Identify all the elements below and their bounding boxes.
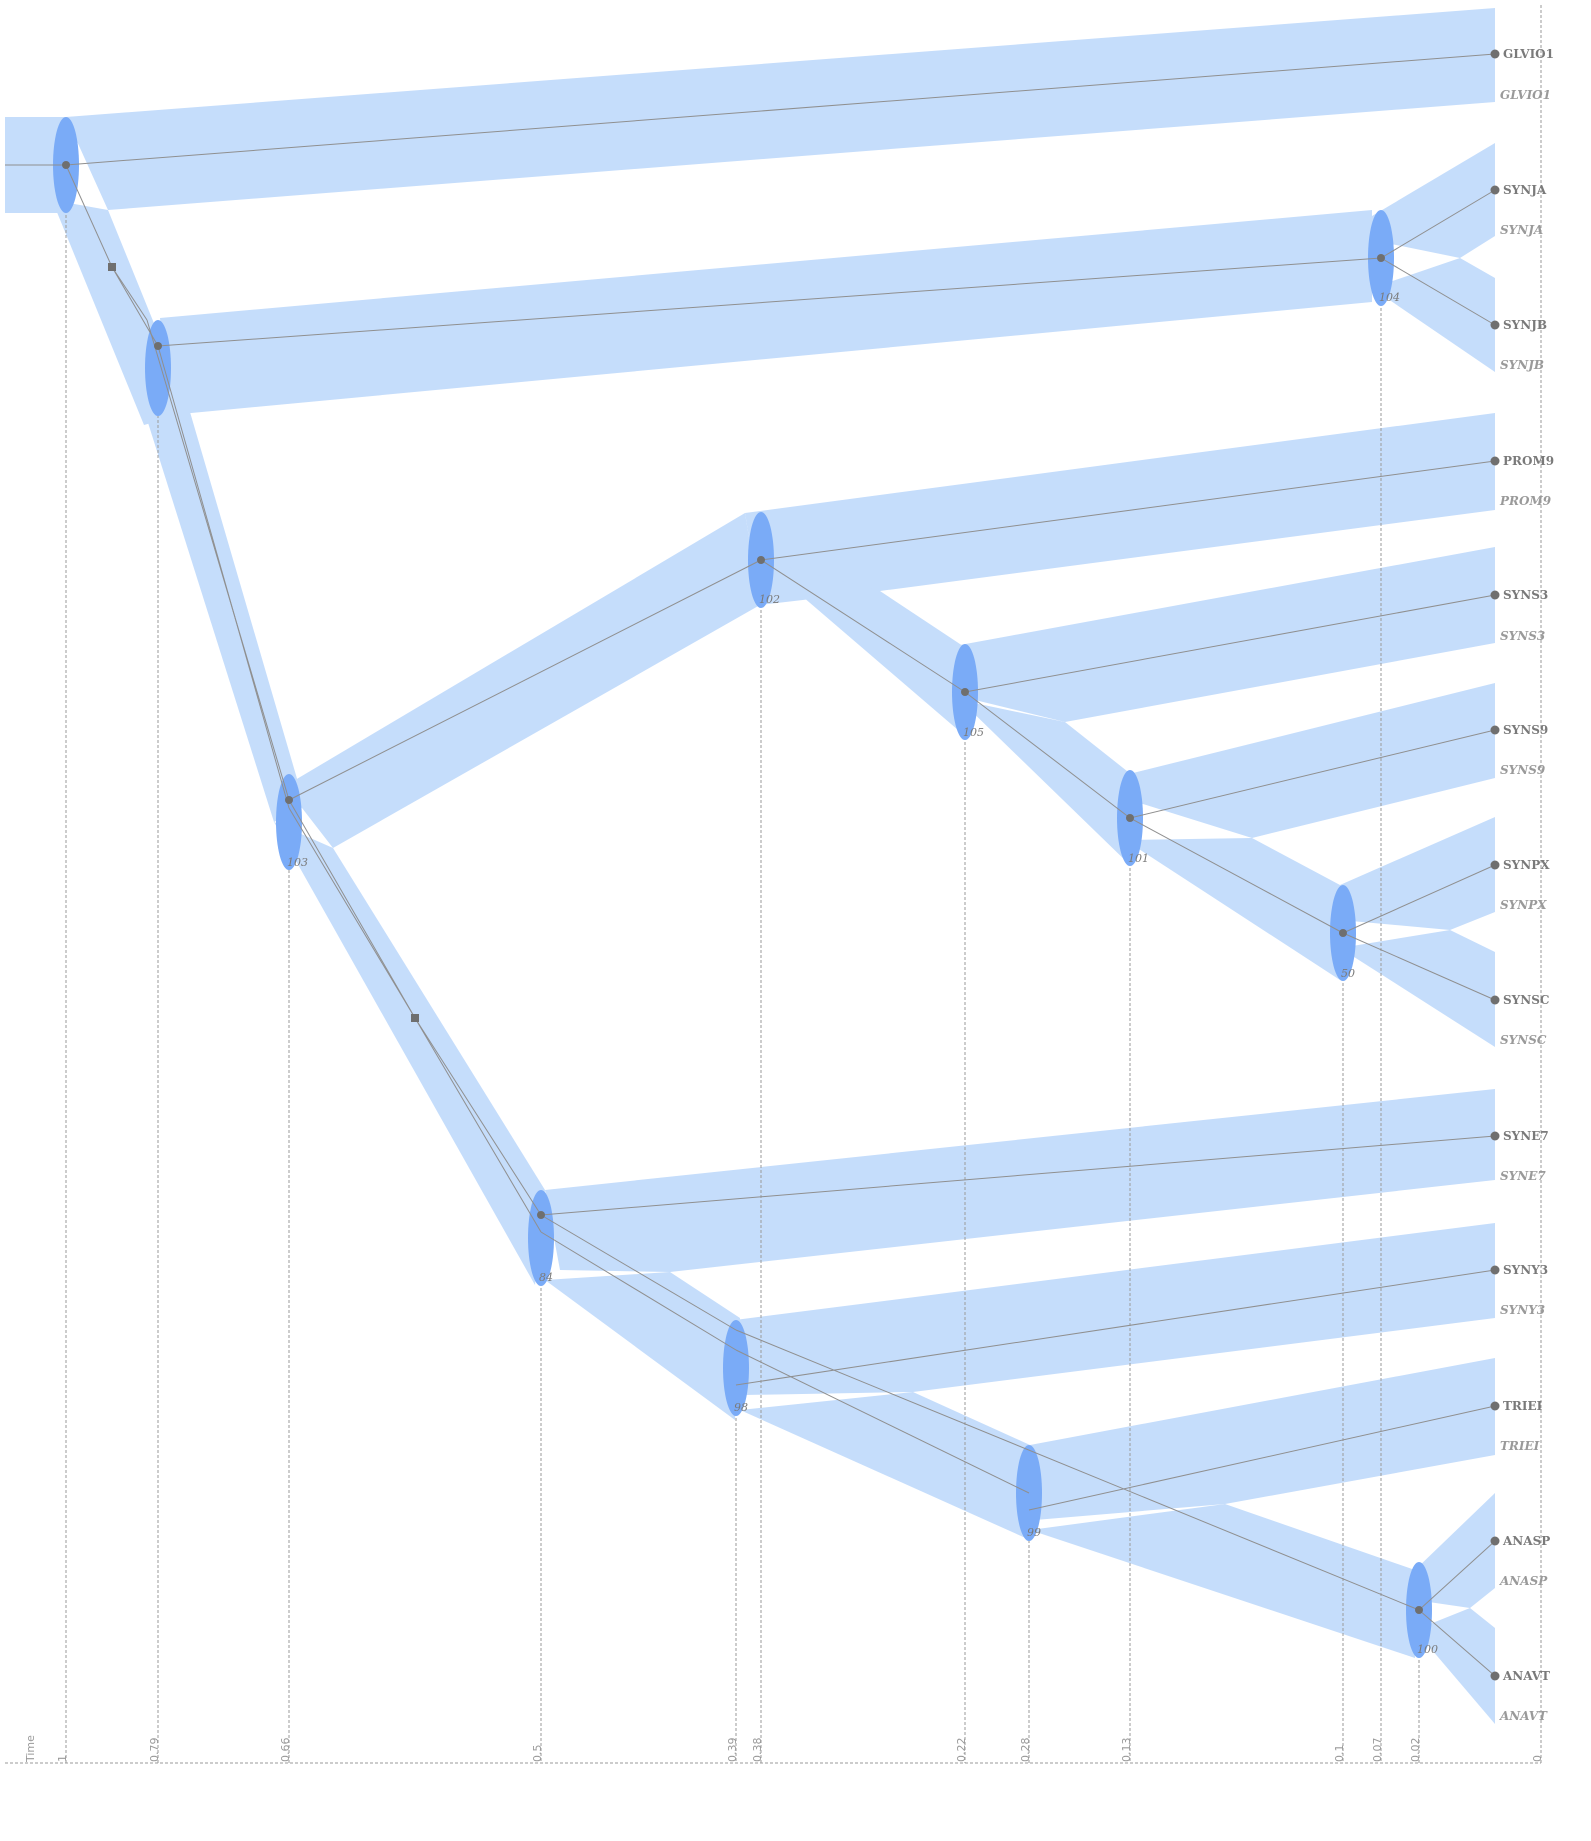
time-axis bbox=[5, 1735, 1544, 1763]
leaf-dot bbox=[1491, 1266, 1500, 1275]
axis-tick: 0.02 bbox=[1409, 1737, 1422, 1762]
tube-triei bbox=[1030, 1358, 1495, 1520]
leaf-label: ANAVT bbox=[1503, 1669, 1550, 1683]
edge bbox=[415, 1018, 541, 1232]
axis-tick: 1 bbox=[56, 1755, 69, 1762]
node-dot bbox=[285, 796, 293, 804]
tube-99-to-100 bbox=[1030, 1504, 1415, 1658]
tube-98-to-99 bbox=[740, 1392, 1030, 1540]
axis-tick: 0.07 bbox=[1371, 1737, 1384, 1762]
axis-tick: 0.38 bbox=[751, 1737, 764, 1762]
leaf-dot bbox=[1491, 591, 1500, 600]
leaf-species: SYNSC bbox=[1500, 1033, 1547, 1047]
tube-84-to-98 bbox=[545, 1272, 740, 1420]
leaf-species: SYNY3 bbox=[1500, 1303, 1546, 1317]
leaf-species: PROM9 bbox=[1500, 494, 1552, 508]
axis-tick: 0.1 bbox=[1333, 1744, 1346, 1762]
axis-tick: 0.39 bbox=[726, 1737, 739, 1762]
leaf-label: SYNE7 bbox=[1503, 1129, 1549, 1143]
leaf-label: SYNJB bbox=[1503, 318, 1548, 332]
tube-103-to-84 bbox=[274, 822, 545, 1285]
leaf-species: SYNE7 bbox=[1500, 1169, 1546, 1183]
node-dot bbox=[537, 1211, 545, 1219]
leaf-label: ANASP bbox=[1503, 1534, 1551, 1548]
leaf-species: SYNJA bbox=[1500, 223, 1544, 237]
node-dot bbox=[1377, 254, 1385, 262]
axis-tick: 0.13 bbox=[1120, 1737, 1133, 1762]
node-label: 98 bbox=[734, 1401, 748, 1414]
leaf-dot bbox=[1491, 186, 1500, 195]
node-dot bbox=[62, 161, 70, 169]
node-dot bbox=[154, 342, 162, 350]
axis-tick: 0.79 bbox=[148, 1737, 161, 1762]
node-label: 103 bbox=[287, 856, 308, 869]
axis-tick: 0.28 bbox=[1019, 1737, 1032, 1762]
node-label: 105 bbox=[963, 726, 984, 739]
leaf-species: SYNJB bbox=[1500, 358, 1545, 372]
node-label: 50 bbox=[1341, 967, 1355, 980]
tube-103-to-102 bbox=[285, 513, 760, 848]
node-label: 101 bbox=[1128, 852, 1149, 865]
node-dot bbox=[1339, 929, 1347, 937]
tube-101-to-50 bbox=[1125, 838, 1340, 980]
leaf-species: TRIEI bbox=[1500, 1439, 1540, 1453]
tube-syns bbox=[1340, 930, 1495, 1047]
edge bbox=[158, 346, 289, 808]
leaf-dot bbox=[1491, 1132, 1500, 1141]
node-dot bbox=[757, 556, 765, 564]
edge bbox=[415, 1018, 541, 1215]
leaf-species: ANASP bbox=[1500, 1574, 1548, 1588]
node-ellipse-n2 bbox=[145, 320, 171, 416]
edge bbox=[289, 808, 415, 1018]
leaf-dot bbox=[1491, 1537, 1500, 1546]
leaf-dot bbox=[1491, 321, 1500, 330]
leaf-species: SYNS3 bbox=[1500, 629, 1546, 643]
axis-tick: 0.66 bbox=[279, 1737, 292, 1762]
leaf-label: SYNY3 bbox=[1503, 1263, 1549, 1277]
node-label: 102 bbox=[759, 593, 780, 606]
leaf-labels bbox=[1499, 47, 1554, 1723]
leaf-species: SYNS9 bbox=[1500, 763, 1546, 777]
leaf-dot bbox=[1491, 996, 1500, 1005]
leaf-label: SYNPX bbox=[1503, 858, 1550, 872]
leaf-label: GLVIO1 bbox=[1503, 47, 1554, 61]
axis-tick: 0.5 bbox=[531, 1744, 544, 1762]
leaf-dot bbox=[1491, 861, 1500, 870]
leaf-dot bbox=[1491, 1402, 1500, 1411]
tube-n2-to-104 bbox=[160, 210, 1372, 415]
duplication-square bbox=[411, 1014, 419, 1022]
leaf-dot bbox=[1491, 1672, 1500, 1681]
node-dot bbox=[961, 688, 969, 696]
axis-title: Time bbox=[24, 1735, 37, 1762]
edge bbox=[289, 560, 761, 800]
tube-syns3 bbox=[960, 547, 1495, 722]
leaf-species: SYNPX bbox=[1500, 898, 1547, 912]
axis-tick: 0.22 bbox=[955, 1737, 968, 1762]
node-label: 104 bbox=[1379, 291, 1400, 304]
leaf-label: SYNSC bbox=[1503, 993, 1550, 1007]
leaf-species: ANAVT bbox=[1500, 1709, 1547, 1723]
node-dot bbox=[1415, 1606, 1423, 1614]
node-label: 84 bbox=[539, 1271, 553, 1284]
leaf-label: PROM9 bbox=[1503, 454, 1555, 468]
tube-syns9 bbox=[1125, 683, 1495, 838]
leaf-label: SYNS3 bbox=[1503, 588, 1549, 602]
duplication-square bbox=[108, 263, 116, 271]
leaf-dot bbox=[1491, 457, 1500, 466]
tube-synpx bbox=[1340, 817, 1495, 930]
leaf-dot bbox=[1491, 50, 1500, 59]
node-dot bbox=[1126, 814, 1134, 822]
leaf-dot bbox=[1491, 726, 1500, 735]
node-label: 99 bbox=[1027, 1526, 1041, 1539]
leaf-label: TRIEI bbox=[1503, 1399, 1543, 1413]
tube-n2-to-103 bbox=[144, 410, 305, 822]
node-label: 100 bbox=[1417, 1643, 1438, 1656]
tube-105-to-101 bbox=[960, 700, 1132, 865]
leaf-label: SYNS9 bbox=[1503, 723, 1549, 737]
axis-tick: 0 bbox=[1531, 1755, 1544, 1762]
leaf-label: SYNJA bbox=[1503, 183, 1547, 197]
leaf-species: GLVIO1 bbox=[1500, 88, 1551, 102]
